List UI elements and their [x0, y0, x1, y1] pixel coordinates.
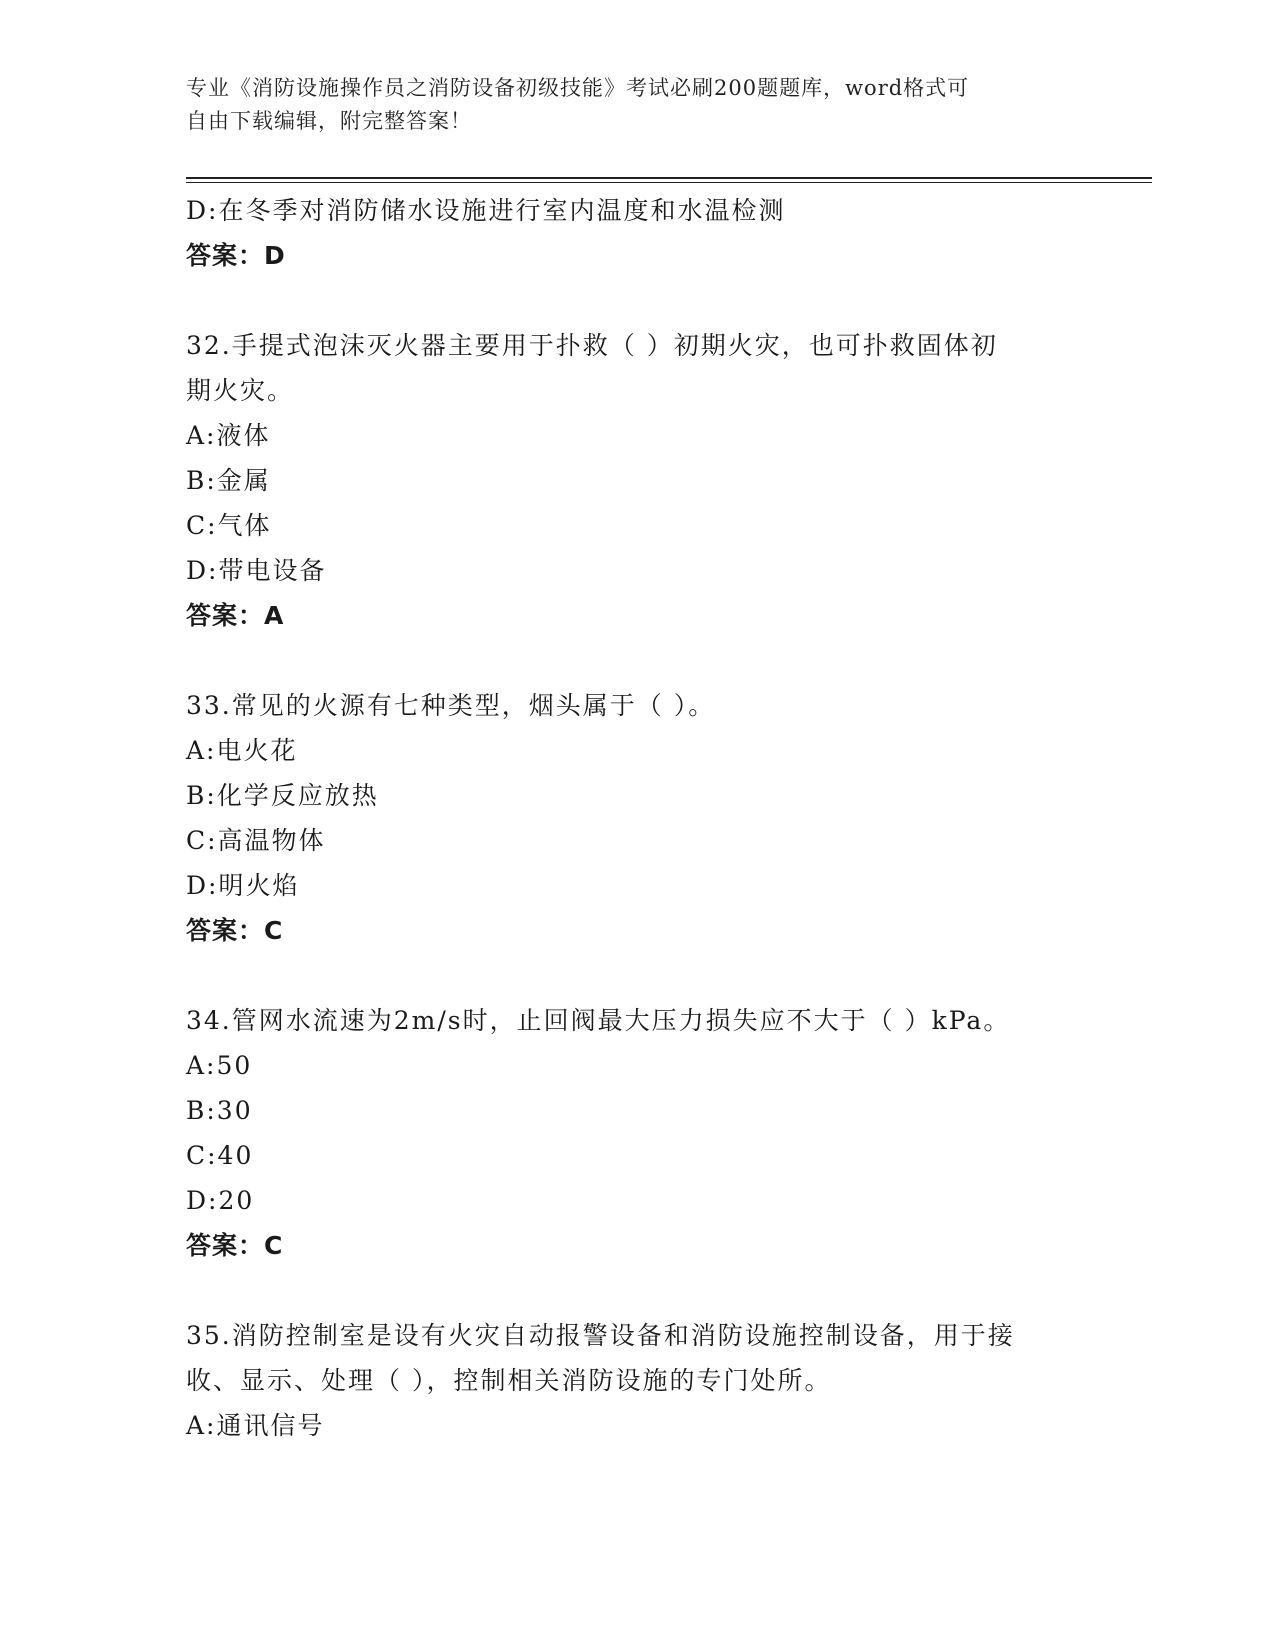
option-a: A:电火花	[186, 736, 298, 765]
question-stem: 34.管网水流速为2m/s时，止回阀最大压力损失应不大于（ ）kPa。	[186, 1006, 1011, 1035]
answer-line: 答案：A	[186, 601, 285, 630]
spacer	[186, 638, 1086, 683]
spacer	[186, 1268, 1086, 1313]
question-35	[186, 1313, 1086, 1448]
option-c: C:气体	[186, 511, 272, 540]
option-b: B:30	[186, 1096, 253, 1125]
question-33	[186, 683, 1086, 953]
option-c: C:高温物体	[186, 826, 326, 855]
question-list	[186, 188, 1086, 1448]
option-d: D:明火焰	[186, 871, 300, 900]
option-a: A:液体	[186, 421, 271, 450]
header-line-1: 专业《消防设施操作员之消防设备初级技能》考试必刷200题题库，word格式可	[186, 76, 970, 100]
option-b: B:化学反应放热	[186, 781, 379, 810]
question-34	[186, 998, 1086, 1268]
question-32	[186, 323, 1086, 638]
option-d: D:在冬季对消防储水设施进行室内温度和水温检测	[186, 196, 786, 225]
option-c: C:40	[186, 1141, 254, 1170]
question-stem-cont: 收、显示、处理（ ），控制相关消防设施的专门处所。	[186, 1366, 832, 1395]
header-line-2: 自由下载编辑，附完整答案！	[186, 109, 472, 133]
answer-line: 答案：C	[186, 916, 284, 945]
header-divider-thick	[186, 177, 1152, 179]
question-stem: 33.常见的火源有七种类型，烟头属于（ ）。	[186, 691, 716, 720]
option-a: A:通讯信号	[186, 1411, 325, 1440]
document-header	[186, 72, 1066, 138]
question-stem-cont: 期火灾。	[186, 376, 295, 405]
option-a: A:50	[186, 1051, 253, 1080]
previous-question-tail	[186, 188, 1086, 278]
question-stem: 35.消防控制室是设有火灾自动报警设备和消防设施控制设备，用于接	[186, 1321, 1015, 1350]
header-divider-thin	[186, 182, 1152, 183]
question-stem: 32.手提式泡沫灭火器主要用于扑救（ ）初期火灾，也可扑救固体初	[186, 331, 998, 360]
spacer	[186, 953, 1086, 998]
spacer	[186, 278, 1086, 323]
answer-line: 答案：C	[186, 1231, 284, 1260]
answer-line: 答案：D	[186, 241, 286, 270]
option-b: B:金属	[186, 466, 271, 495]
option-d: D:带电设备	[186, 556, 327, 585]
option-d: D:20	[186, 1186, 255, 1215]
